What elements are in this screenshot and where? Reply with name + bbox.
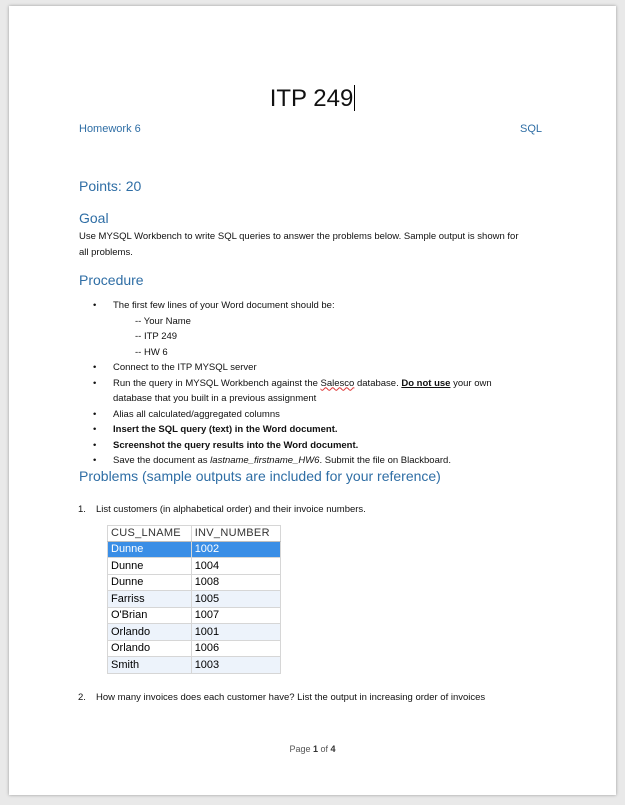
column-header[interactable]: CUS_LNAME <box>108 526 192 542</box>
of-label: of <box>320 744 329 754</box>
list-item-text: Screenshot the query results into the Word document. <box>113 439 359 451</box>
bullet-icon: • <box>93 377 97 389</box>
table-row[interactable] <box>105 657 281 674</box>
document-page <box>9 6 616 795</box>
goal-text-line-1: Use MYSQL Workbench to write SQL queries to answer the problems below. Sample output is shown for <box>79 231 519 242</box>
page-footer <box>9 744 616 754</box>
question-2 <box>78 692 486 703</box>
list-item-text: database that you built in a previous assignment <box>113 393 317 404</box>
question-text: List customers (in alphabetical order) and their invoice numbers. <box>96 504 366 515</box>
page-count: 4 <box>330 744 336 754</box>
list-item <box>91 407 561 423</box>
list-item <box>91 298 561 360</box>
bullet-icon: • <box>93 408 97 420</box>
document-title[interactable] <box>9 85 616 113</box>
problems-heading: Problems (sample outputs are included for your reference) <box>79 468 441 484</box>
table-row[interactable] <box>105 591 281 608</box>
procedure-list <box>91 298 561 469</box>
bullet-icon: • <box>93 424 97 435</box>
table-cell[interactable]: Smith <box>108 657 192 674</box>
list-item <box>91 422 561 438</box>
list-item-text: Run the query in MYSQL Workbench against the <box>113 377 321 389</box>
header-left: Homework 6 <box>79 123 141 135</box>
table-cell[interactable]: Orlando <box>108 624 192 641</box>
list-item-text: your own <box>450 377 492 389</box>
text-cursor <box>354 85 355 111</box>
table-cell[interactable]: 1004 <box>191 558 280 575</box>
bullet-icon: • <box>93 439 97 451</box>
database-name: Salesco <box>320 377 355 389</box>
column-header[interactable]: INV_NUMBER <box>191 526 280 542</box>
bullet-icon: • <box>93 455 97 466</box>
points-heading: Points: 20 <box>79 178 142 194</box>
question-1 <box>78 504 366 515</box>
table-cell[interactable]: Dunne <box>108 541 192 558</box>
list-item-text: . Submit the file on Blackboard. <box>319 455 451 466</box>
title-text: ITP 249 <box>269 85 354 112</box>
question-number: 2. <box>78 692 86 703</box>
emphasis-text: Do not use <box>401 377 451 389</box>
list-item-text: Alias all calculated/aggregated columns <box>113 408 280 420</box>
result-grid[interactable] <box>105 525 281 674</box>
list-item-text: database. <box>354 377 402 389</box>
table-row[interactable] <box>105 607 281 624</box>
goal-text-line-2: all problems. <box>79 246 133 258</box>
goal-text <box>79 229 559 260</box>
list-item <box>91 376 561 407</box>
list-item <box>91 453 561 469</box>
table-row[interactable] <box>105 541 281 558</box>
question-text: How many invoices does each customer have? List the output in increasing order of invoices <box>96 692 486 703</box>
table-cell[interactable]: 1005 <box>191 591 280 608</box>
header-right: SQL <box>520 123 543 135</box>
table-row[interactable] <box>105 624 281 641</box>
procedure-heading: Procedure <box>79 272 144 288</box>
page-label: Page <box>289 744 311 754</box>
list-item <box>91 360 561 376</box>
list-item <box>91 438 561 454</box>
table-cell[interactable]: 1006 <box>191 640 280 657</box>
bullet-icon: • <box>93 362 97 373</box>
table-cell[interactable]: Dunne <box>108 558 192 575</box>
table-cell[interactable]: Dunne <box>108 574 192 591</box>
list-item-text: The first few lines of your Word document should be: <box>113 300 335 311</box>
list-subitem: -- ITP 249 <box>135 331 178 342</box>
table-cell[interactable]: Farriss <box>108 591 192 608</box>
list-subitem: -- HW 6 <box>135 346 168 358</box>
table-cell[interactable]: O'Brian <box>108 607 192 624</box>
table-cell[interactable]: Orlando <box>108 640 192 657</box>
goal-heading: Goal <box>79 210 109 226</box>
page-number: 1 <box>312 744 318 754</box>
table-cell[interactable]: 1001 <box>191 624 280 641</box>
table-cell[interactable]: 1007 <box>191 607 280 624</box>
table-row[interactable] <box>105 640 281 657</box>
list-subitem: -- Your Name <box>135 315 191 327</box>
table-row[interactable] <box>105 574 281 591</box>
table-cell[interactable]: 1003 <box>191 657 280 674</box>
table-cell[interactable]: 1002 <box>191 541 280 558</box>
list-item-text: Save the document as <box>113 455 211 466</box>
table-cell[interactable]: 1008 <box>191 574 280 591</box>
list-item-text: Insert the SQL query (text) in the Word document. <box>113 424 338 435</box>
file-name: lastname_firstname_HW6 <box>210 455 320 466</box>
bullet-icon: • <box>93 300 97 311</box>
table-row[interactable] <box>105 558 281 575</box>
list-item-text: Connect to the ITP MYSQL server <box>113 362 257 373</box>
question-number: 1. <box>78 504 86 515</box>
